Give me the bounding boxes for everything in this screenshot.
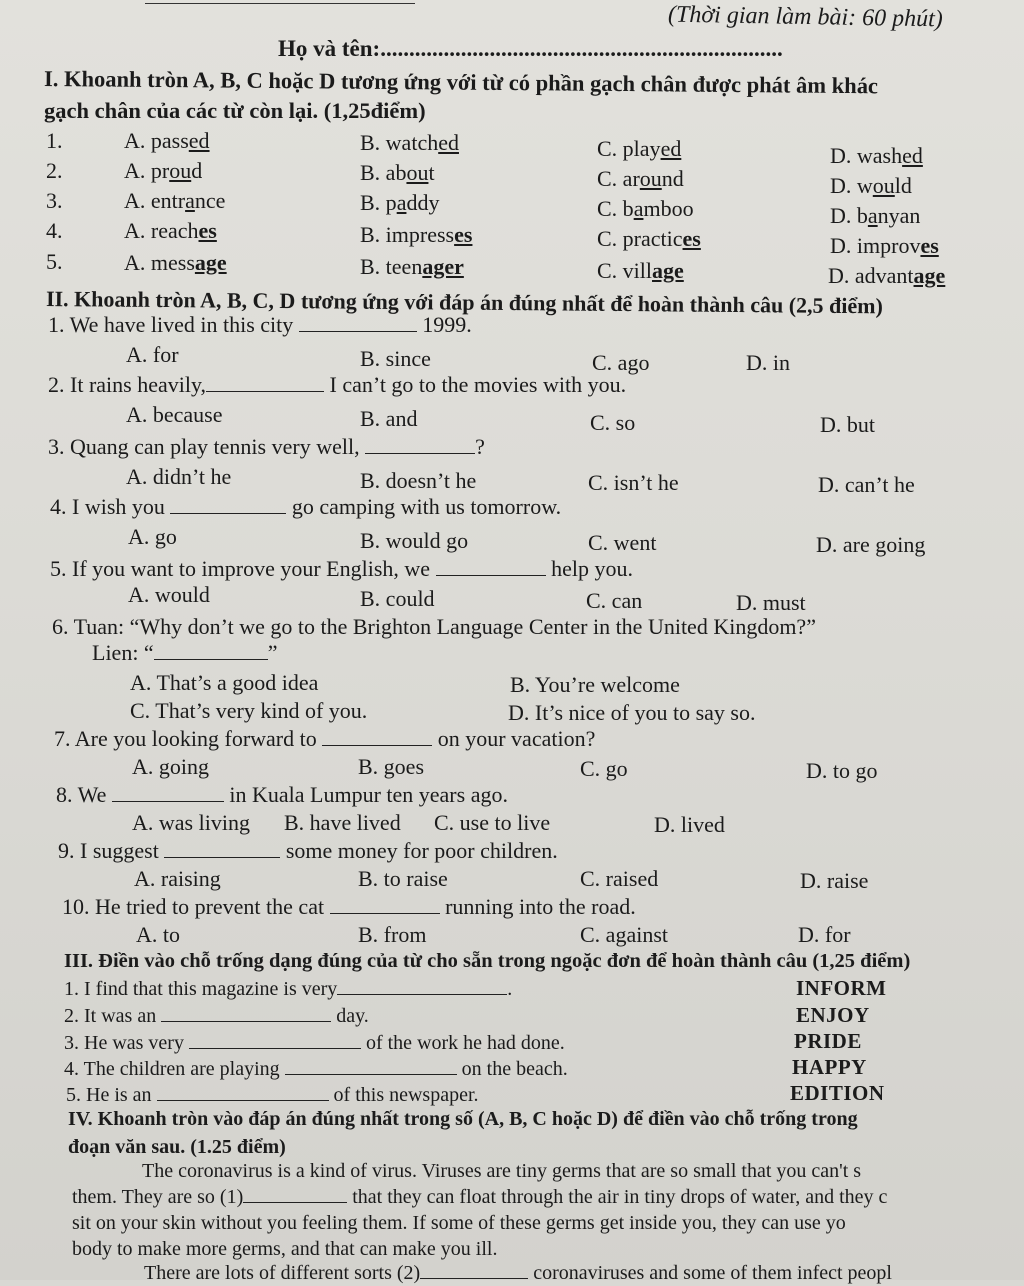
s1-q1-num: 1.: [46, 128, 63, 153]
s3-item-1: [64, 976, 512, 1002]
s2-q10-d[interactable]: D. for: [798, 922, 851, 947]
part: A. entr: [124, 188, 186, 213]
answer-blank[interactable]: [330, 895, 440, 914]
answer-blank[interactable]: [157, 1082, 329, 1101]
s4-paragraph-5: [144, 1260, 892, 1286]
stem-post: some money for poor children.: [285, 838, 558, 863]
underlined-part: age: [194, 250, 227, 275]
s2-q2-a[interactable]: A. because: [126, 402, 223, 427]
s3-item-5: [66, 1082, 479, 1108]
section1-title-2: gạch chân của các từ còn lại. (1,25điểm): [44, 98, 426, 123]
stem-pre: 3. Quang can play tennis very well,: [48, 434, 360, 459]
s2-q2-b[interactable]: B. and: [360, 406, 418, 431]
s2-q7-d[interactable]: D. to go: [806, 758, 878, 783]
part: nce: [194, 188, 226, 213]
s2-q3-stem: [48, 434, 485, 460]
s2-q9-d[interactable]: D. raise: [800, 868, 869, 893]
s2-q7-stem: [54, 726, 595, 752]
s2-q1-b[interactable]: B. since: [360, 346, 431, 371]
s1-q5-d[interactable]: [828, 263, 945, 289]
top-rule: [145, 0, 415, 4]
s3-word-3: PRIDE: [794, 1029, 862, 1053]
stem-post: ?: [475, 434, 485, 459]
s2-q3-d[interactable]: D. can’t he: [818, 472, 915, 497]
s2-q2-stem: [48, 372, 626, 398]
underlined-part: ed: [438, 130, 459, 155]
answer-blank[interactable]: [322, 727, 432, 746]
s2-q8-d[interactable]: D. lived: [654, 812, 725, 837]
s2-q5-c[interactable]: C. can: [586, 588, 643, 613]
s2-q1-a[interactable]: A. for: [126, 342, 179, 367]
s1-q5-c[interactable]: [597, 258, 684, 284]
s1-q5-a[interactable]: [124, 250, 227, 276]
s2-q8-stem: [56, 782, 508, 808]
time-limit: (Thời gian làm bài: 60 phút): [667, 1, 944, 33]
underlined-part: ager: [422, 254, 464, 279]
part: nd: [661, 166, 684, 191]
s2-q6-stem: 6. Tuan: “Why don’t we go to the Brighton Language Center in the United Kingdom?”: [52, 614, 816, 639]
stem-post: help you.: [551, 556, 633, 581]
part: D. advant: [828, 263, 914, 288]
s2-q3-c[interactable]: C. isn’t he: [588, 470, 679, 495]
s2-q4-stem: [50, 494, 561, 520]
s2-q3-a[interactable]: A. didn’t he: [126, 464, 232, 489]
part: B. teen: [360, 254, 423, 279]
s1-q2-b[interactable]: [360, 160, 435, 186]
s2-q1-d[interactable]: D. in: [746, 350, 790, 375]
s1-q4-d[interactable]: [830, 233, 939, 259]
stem-pre: 1. I find that this magazine is very: [64, 978, 338, 1000]
stem-post: I can’t go to the movies with you.: [329, 372, 627, 397]
s2-q8-b[interactable]: B. have lived: [284, 810, 401, 835]
underlined-part: a: [867, 203, 878, 228]
s1-q3-a[interactable]: [124, 188, 225, 214]
underlined-part: ou: [169, 158, 192, 183]
part: A. mess: [124, 250, 195, 275]
s4-paragraph-3: sit on your skin without you feeling them. If some of these germs get inside you, they can use yo: [72, 1212, 846, 1234]
part: C. practic: [597, 226, 683, 251]
part: C. b: [597, 196, 634, 221]
s2-q1-c[interactable]: C. ago: [592, 350, 650, 375]
stem-post: on your vacation?: [437, 726, 596, 751]
stem-post: of the work he had done.: [365, 1032, 565, 1054]
s1-q4-a[interactable]: [124, 218, 217, 244]
underlined-part: es: [454, 222, 473, 247]
answer-blank[interactable]: [337, 976, 507, 995]
s1-q2-d[interactable]: [830, 173, 912, 199]
s2-q9-c[interactable]: C. raised: [580, 866, 659, 891]
s2-q7-b[interactable]: B. goes: [358, 754, 424, 779]
s2-q7-a[interactable]: A. going: [132, 754, 209, 779]
stem-post: of this newspaper.: [333, 1084, 479, 1106]
s2-q6-a[interactable]: A. That’s a good idea: [130, 670, 319, 695]
stem-post: running into the road.: [445, 894, 636, 919]
part: C. ar: [597, 166, 640, 191]
s1-q5-b[interactable]: [360, 254, 464, 280]
section3-title: III. Điền vào chỗ trống dạng đúng của từ cho sẵn trong ngoặc đơn để hoàn thành câu (1,25 điểm): [64, 950, 911, 972]
answer-blank[interactable]: [154, 641, 268, 660]
s2-q9-stem: [58, 838, 558, 864]
underlined-part: es: [198, 218, 217, 243]
answer-blank[interactable]: [436, 557, 546, 576]
s2-q2-d[interactable]: D. but: [820, 412, 875, 437]
part: B. ab: [360, 160, 407, 185]
s3-word-2: ENJOY: [796, 1003, 870, 1027]
s2-q3-b[interactable]: B. doesn’t he: [360, 468, 477, 493]
part: mboo: [643, 196, 694, 221]
underlined-part: a: [185, 188, 195, 213]
s2-q4-b[interactable]: B. would go: [360, 528, 469, 553]
s2-q6-c[interactable]: C. That’s very kind of you.: [130, 698, 368, 723]
stem-post: that they can float through the air in tiny drops of water, and they c: [352, 1186, 888, 1208]
answer-blank[interactable]: [112, 783, 224, 802]
part: A. pr: [124, 158, 170, 183]
underlined-part: ed: [660, 136, 682, 161]
s3-word-5: EDITION: [790, 1081, 885, 1105]
s1-q4-b[interactable]: [360, 222, 472, 248]
s1-q4-c[interactable]: [597, 226, 701, 252]
stem-post: on the beach.: [461, 1058, 568, 1080]
part: C. play: [597, 136, 661, 161]
s3-item-3: [64, 1030, 565, 1056]
stem-pre: 10. He tried to prevent the cat: [62, 894, 325, 919]
s2-q6-b[interactable]: B. You’re welcome: [510, 672, 680, 697]
stem-post: day.: [336, 1005, 369, 1027]
s3-item-2: [64, 1003, 369, 1029]
stem-pre: 5. If you want to improve your English, we: [50, 556, 431, 581]
s2-q5-d[interactable]: D. must: [736, 590, 806, 615]
s1-q3-b[interactable]: [360, 190, 439, 216]
stem-post: ”: [267, 640, 278, 665]
part: D. w: [830, 173, 873, 198]
underlined-part: ou: [406, 160, 429, 185]
s2-q4-c[interactable]: C. went: [588, 530, 657, 555]
stem-pre: 5. He is an: [66, 1084, 152, 1106]
s1-q4-num: 4.: [46, 218, 63, 243]
underlined-part: ou: [639, 166, 662, 191]
part: ld: [894, 173, 912, 198]
s2-q9-b[interactable]: B. to raise: [358, 866, 448, 891]
s1-q5-num: 5.: [46, 249, 63, 274]
stem-pre: 4. I wish you: [50, 494, 165, 519]
answer-blank[interactable]: [243, 1184, 347, 1203]
s1-q3-num: 3.: [46, 188, 63, 213]
part: ddy: [406, 190, 440, 215]
stem-post: 1999.: [422, 312, 472, 337]
section2-title: II. Khoanh tròn A, B, C, D tương ứng với đáp án đúng nhất để hoàn thành câu (2,5 điểm): [45, 286, 883, 319]
underlined-part: es: [682, 226, 701, 251]
part: B. p: [360, 190, 397, 215]
underlined-part: a: [396, 190, 407, 215]
name-label: [278, 36, 783, 62]
answer-blank[interactable]: [420, 1260, 528, 1279]
stem-pre: 8. We: [56, 782, 107, 807]
s2-q2-c[interactable]: C. so: [590, 410, 636, 435]
underlined-part: a: [633, 196, 644, 221]
s2-q8-c[interactable]: C. use to live: [434, 810, 551, 835]
answer-blank[interactable]: [206, 373, 324, 392]
s2-q4-d[interactable]: D. are going: [816, 532, 926, 557]
s1-q1-a[interactable]: [124, 128, 210, 154]
stem-pre: 2. It was an: [64, 1005, 157, 1027]
s1-q1-b[interactable]: [360, 130, 459, 156]
s1-q2-a[interactable]: [124, 158, 202, 184]
answer-blank[interactable]: [170, 495, 286, 514]
stem-pre: 1. We have lived in this city: [48, 312, 294, 337]
s2-q4-a[interactable]: A. go: [128, 524, 177, 549]
underlined-part: es: [920, 233, 939, 258]
s4-paragraph-4: body to make more germs, and that can make you ill.: [72, 1238, 498, 1260]
part: D. b: [830, 203, 868, 228]
stem-post: go camping with us tomorrow.: [291, 494, 562, 519]
s2-q6-d[interactable]: D. It’s nice of you to say so.: [508, 700, 756, 725]
s1-q1-c[interactable]: [597, 136, 681, 162]
s2-q8-a[interactable]: A. was living: [132, 810, 250, 835]
answer-blank[interactable]: [164, 839, 280, 858]
s2-q10-a[interactable]: A. to: [136, 922, 180, 947]
s2-q1-stem: [48, 312, 472, 338]
s4-paragraph-1: The coronavirus is a kind of virus. Viruses are tiny germs that are so small that you can't s: [142, 1160, 862, 1182]
stem-pre: 2. It rains heavily,: [48, 372, 207, 397]
part: D. improv: [830, 233, 921, 258]
s1-q3-d[interactable]: [830, 203, 920, 229]
underlined-part: ou: [872, 173, 895, 198]
part: d: [191, 158, 203, 183]
stem-pre: There are lots of different sorts (2): [144, 1262, 421, 1284]
stem-post: .: [507, 978, 513, 1000]
s2-q10-b[interactable]: B. from: [358, 922, 427, 947]
s2-q10-c[interactable]: C. against: [580, 922, 668, 947]
stem-pre: Lien: “: [92, 640, 154, 665]
answer-blank[interactable]: [189, 1030, 361, 1049]
s3-item-4: [64, 1056, 568, 1082]
part: B. impress: [360, 222, 455, 247]
s1-q2-num: 2.: [46, 158, 63, 183]
s1-q2-c[interactable]: [597, 166, 684, 192]
section4-title-2: đoạn văn sau. (1.25 điểm): [68, 1136, 286, 1158]
answer-blank[interactable]: [365, 435, 475, 454]
answer-blank[interactable]: [299, 313, 417, 332]
answer-blank[interactable]: [285, 1056, 457, 1075]
s3-word-1: INFORM: [796, 976, 887, 1000]
stem-pre: 7. Are you looking forward to: [54, 726, 317, 751]
part: D. wash: [830, 143, 903, 168]
name-dots: ......................................................................: [380, 36, 783, 61]
part: t: [428, 160, 435, 185]
name-label-text: Họ và tên:: [278, 36, 381, 61]
s2-q5-b[interactable]: B. could: [360, 586, 435, 611]
underlined-part: age: [652, 258, 684, 283]
s2-q5-a[interactable]: A. would: [128, 582, 210, 607]
part: C. vill: [597, 258, 653, 283]
s1-q3-c[interactable]: [597, 196, 694, 222]
s2-q6-reply: [92, 640, 277, 666]
s2-q5-stem: [50, 556, 633, 582]
stem-post: coronaviruses and some of them infect peopl: [533, 1262, 892, 1284]
s2-q9-a[interactable]: A. raising: [134, 866, 221, 891]
stem-pre: 4. The children are playing: [64, 1058, 280, 1080]
underlined-part: ed: [902, 143, 923, 168]
answer-blank[interactable]: [161, 1003, 331, 1022]
underlined-part: ed: [188, 128, 210, 153]
part: A. reach: [124, 218, 199, 243]
underlined-part: age: [913, 263, 946, 288]
stem-post: in Kuala Lumpur ten years ago.: [229, 782, 508, 807]
s2-q7-c[interactable]: C. go: [580, 756, 628, 781]
part: nyan: [877, 203, 921, 228]
stem-pre: 9. I suggest: [58, 838, 159, 863]
stem-pre: them. They are so (1): [72, 1186, 244, 1208]
s2-q10-stem: [62, 894, 636, 920]
section1-title-1: I. Khoanh tròn A, B, C hoặc D tương ứng với từ có phần gạch chân được phát âm khác: [43, 66, 879, 99]
s4-paragraph-2: [72, 1184, 887, 1210]
section4-title-1: IV. Khoanh tròn vào đáp án đúng nhất trong số (A, B, C hoặc D) để điền vào chỗ trống trong: [68, 1108, 858, 1130]
s1-q1-d[interactable]: [830, 143, 923, 169]
s3-word-4: HAPPY: [792, 1055, 867, 1079]
stem-pre: 3. He was very: [64, 1032, 184, 1054]
part: A. pass: [124, 128, 189, 153]
part: B. watch: [360, 130, 439, 155]
